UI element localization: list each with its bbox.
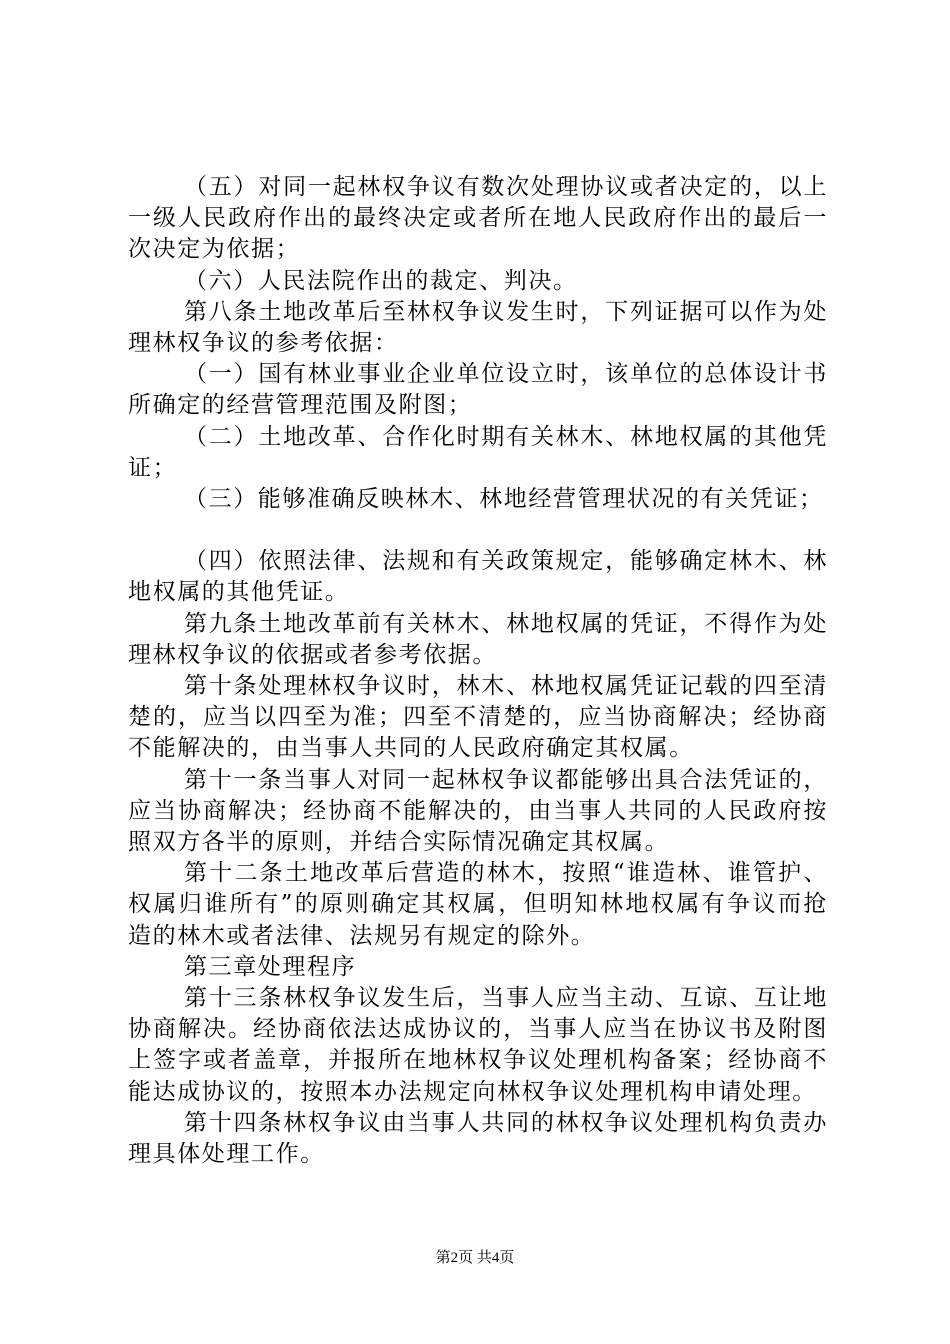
paragraph: （三）能够准确反映林木、林地经营管理状况的有关凭证； — [184, 486, 824, 513]
paragraph: 第十三条林权争议发生后，当事人应当主动、互谅、互让地协商解决。经协商依法达成协议的，当事人应当在协议书及附图上签字或者盖章，并报所在地林权争议处理机构备案；经协商不能达成协议的，按照本办法规定向林权争议处理机构申请处理。 — [128, 985, 828, 1105]
chapter-heading: 第三章处理程序 — [184, 953, 357, 980]
paragraph: 第八条土地改革后至林权争议发生时，下列证据可以作为处理林权争议的参考依据： — [128, 298, 828, 357]
paragraph: 第十二条土地改革后营造的林木，按照“谁造林、谁管护、权属归谁所有”的原则确定其权属，但明知林地权属有争议而抢造的林木或者法律、法规另有规定的除外。 — [128, 860, 828, 949]
paragraph: 第十条处理林权争议时，林木、林地权属凭证记载的四至清楚的，应当以四至为准；四至不清楚的，应当协商解决；经协商不能解决的，由当事人共同的人民政府确定其权属。 — [128, 673, 828, 762]
paragraph: （五）对同一起林权争议有数次处理协议或者决定的，以上一级人民政府作出的最终决定或者所在地人民政府作出的最后一次决定为依据； — [128, 174, 828, 263]
paragraph: 第九条土地改革前有关林木、林地权属的凭证，不得作为处理林权争议的依据或者参考依据。 — [128, 610, 828, 668]
paragraph: （一）国有林业事业企业单位设立时，该单位的总体设计书所确定的经营管理范围及附图； — [128, 361, 828, 419]
paragraph: （二）土地改革、合作化时期有关林木、林地权属的其他凭证； — [128, 423, 828, 481]
paragraph: 第十四条林权争议由当事人共同的林权争议处理机构负责办理具体处理工作。 — [128, 1109, 828, 1168]
paragraph: 第十一条当事人对同一起林权争议都能够出具合法凭证的，应当协商解决；经协商不能解决的，由当事人共同的人民政府按照双方各半的原则，并结合实际情况确定其权属。 — [128, 766, 828, 856]
paragraph: （四）依照法律、法规和有关政策规定，能够确定林木、林地权属的其他凭证。 — [128, 548, 828, 606]
document-body — [128, 172, 828, 1170]
page-number-footer: 第2页 共4页 — [435, 1250, 515, 1266]
paragraph: （六）人民法院作出的裁定、判决。 — [184, 267, 578, 294]
